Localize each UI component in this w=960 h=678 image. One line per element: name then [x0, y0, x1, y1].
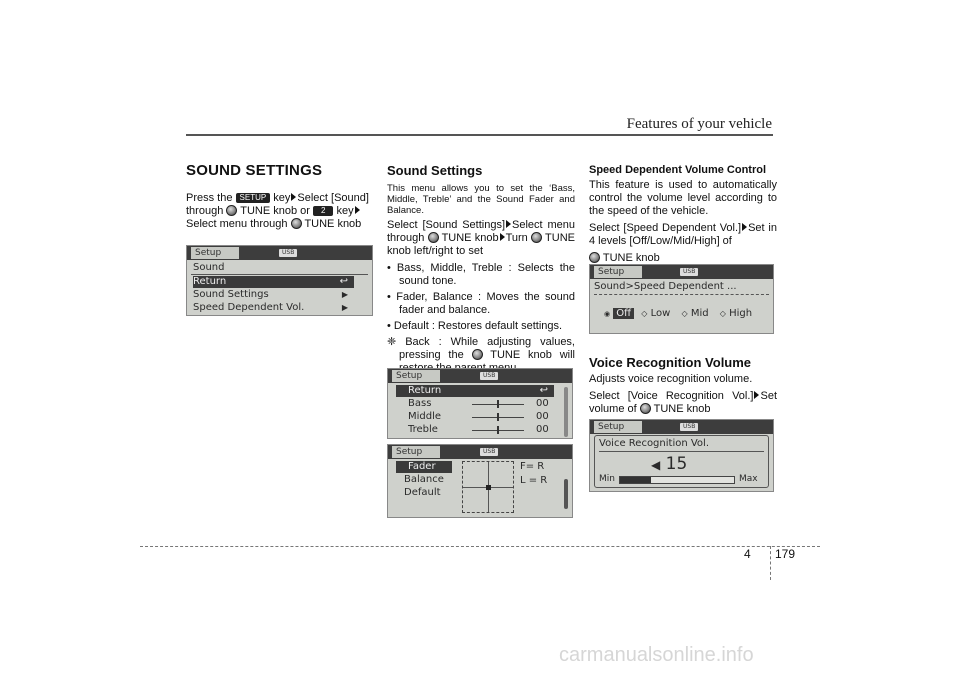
text: through [186, 205, 224, 217]
column-volume-settings [589, 164, 777, 269]
page-number-divider [770, 546, 771, 580]
return-icon: ↩ [539, 385, 548, 396]
text: TUNE knob [653, 403, 711, 415]
menu-item-label: Return [408, 385, 442, 396]
level-options [604, 307, 752, 321]
text: TUNE knob left/right to set [387, 232, 575, 257]
column-sound-settings [186, 164, 374, 235]
screen-top-bar [590, 265, 773, 279]
column-voice-volume [589, 356, 777, 420]
text: Select menu through [186, 218, 288, 230]
menu-item-label: Speed Dependent Vol. [193, 302, 305, 313]
usb-icon: USB [480, 448, 498, 456]
arrow-right-icon [742, 223, 747, 231]
menu-item-sound-settings[interactable] [193, 289, 354, 301]
middle-slider-thumb[interactable] [497, 413, 499, 421]
tune-knob-icon [531, 232, 542, 243]
chevron-right-icon: ▶ [341, 303, 348, 312]
screen-tab: Setup [594, 266, 642, 278]
heading-voice-recognition-volume: Voice Recognition Volume [589, 355, 752, 370]
bass-slider-thumb[interactable] [497, 400, 499, 408]
screen-sound-menu [186, 245, 373, 316]
screen-tab: Setup [191, 247, 239, 259]
heading-speed-dependent: Speed Dependent Volume Control [589, 164, 767, 176]
text: Select [Speed Dependent Vol.] [589, 222, 742, 234]
volume-min-label: Min [599, 474, 615, 484]
text: menu through [387, 219, 575, 244]
usb-icon: USB [680, 423, 698, 431]
text: Press the [186, 192, 233, 204]
watermark: carmanualsonline.info [559, 644, 754, 666]
instruction-paragraph [387, 219, 575, 258]
chevron-right-icon: ▶ [341, 290, 348, 299]
radio-icon: ◇ [641, 309, 648, 318]
text: key [336, 205, 354, 217]
screen-title: Voice Recognition Vol. [599, 438, 709, 449]
text: Select [512, 219, 543, 231]
speed-dependent-instruction [589, 222, 777, 265]
scrollbar[interactable] [564, 479, 568, 509]
radio-icon: ◇ [719, 309, 726, 318]
option-mid[interactable]: Mid [690, 308, 709, 319]
volume-readout [651, 454, 687, 475]
scrollbar[interactable] [564, 387, 568, 437]
text: TUNE knob or [240, 205, 310, 217]
fader-value: F= R [520, 461, 545, 472]
volume-bar[interactable] [619, 476, 735, 484]
screen-title: Sound [193, 262, 225, 273]
text: Set in 4 levels [Off/Low/Mid/High] of [589, 222, 777, 247]
bass-value: 00 [536, 398, 549, 409]
preset-2-key-icon: 2 [313, 206, 333, 216]
screen-tab: Setup [594, 421, 642, 433]
text: Select [Sound Settings] [387, 219, 505, 231]
option-high[interactable]: High [729, 308, 753, 319]
page-number: 179 [775, 547, 796, 561]
radio-selected-icon: ◉ [604, 310, 611, 318]
volume-value: 15 [665, 454, 688, 474]
volume-panel [594, 435, 769, 488]
bullet-item: • Default : Restores default settings. [387, 320, 563, 332]
bullet-item: • Fader, Balance : Moves the sound fader and balance. [387, 291, 575, 316]
screen-top-bar [388, 445, 572, 459]
arrow-right-icon [291, 193, 296, 201]
bullet-item: • Bass, Middle, Treble : Selects the sound tone. [387, 262, 575, 287]
treble-value: 00 [536, 424, 549, 435]
header-rule [186, 134, 773, 136]
option-off[interactable]: Off [613, 308, 634, 319]
tune-knob-icon [226, 205, 237, 216]
tune-knob-icon [589, 252, 600, 263]
text: Turn [505, 232, 528, 244]
menu-item-label: Sound Settings [193, 289, 269, 300]
screen-top-bar [388, 369, 572, 383]
menu-item-return[interactable] [396, 385, 554, 397]
screen-tone-settings [387, 368, 573, 439]
tone-label: Middle [408, 411, 442, 422]
usb-icon: USB [680, 268, 698, 276]
tone-label: Treble [408, 424, 438, 435]
arrow-right-icon [355, 206, 360, 214]
tune-knob-icon [291, 218, 302, 229]
footer-rule [140, 546, 820, 547]
screen-tab: Setup [392, 446, 440, 458]
speed-dependent-description: This feature is used to automatically control the volume level according to the speed of the vehicle. [589, 179, 777, 217]
option-low[interactable]: Low [650, 308, 671, 319]
instruction-paragraph [186, 192, 374, 231]
text: Select [Sound] [297, 192, 369, 204]
balance-point[interactable] [486, 485, 491, 490]
arrow-right-icon [506, 220, 511, 228]
text: ❈ Back : While adjusting values, pressing the [387, 336, 575, 361]
screen-speed-dependent [589, 264, 774, 334]
divider [191, 274, 368, 275]
balance-value: L = R [520, 475, 548, 486]
return-icon: ↩ [339, 276, 348, 287]
column-sound-settings-detail [387, 164, 575, 378]
middle-value: 00 [536, 411, 549, 422]
radio-icon: ◇ [681, 309, 688, 318]
screen-voice-recognition-volume [589, 419, 774, 492]
text: Set volume of [589, 390, 777, 415]
usb-icon: USB [279, 249, 297, 257]
divider [599, 451, 764, 452]
menu-item-return[interactable] [193, 276, 354, 288]
voice-volume-instruction [589, 390, 777, 416]
screen-tab: Setup [392, 370, 440, 382]
heading-sound-settings: Sound Settings [387, 163, 483, 178]
treble-slider-thumb[interactable] [497, 426, 499, 434]
screen-title: Sound>Speed Dependent ... [594, 281, 737, 292]
intro-text: This menu allows you to set the ‘Bass, Middle, Treble’ and the Sound Fader and Balance. [387, 183, 575, 216]
menu-item-default[interactable]: Default [404, 487, 441, 498]
arrow-right-icon [500, 233, 505, 241]
tune-knob-icon [428, 232, 439, 243]
menu-item-balance[interactable]: Balance [404, 474, 444, 485]
heading-sound-settings: SOUND SETTINGS [186, 162, 323, 179]
setup-key-icon: SETUP [236, 193, 271, 203]
usb-icon: USB [480, 372, 498, 380]
screen-fader-balance [387, 444, 573, 518]
text: TUNE knob [441, 232, 499, 244]
chapter-number: 4 [744, 547, 751, 561]
text: TUNE knob [304, 218, 362, 230]
menu-item-speed-dependent-vol[interactable] [193, 302, 354, 314]
volume-bar-fill [620, 477, 651, 483]
menu-item-label: Return [193, 276, 227, 287]
tune-knob-icon [640, 403, 651, 414]
volume-max-label: Max [739, 474, 758, 484]
tune-knob-icon [472, 349, 483, 360]
speaker-icon: ◀ [651, 458, 661, 472]
section-title: Features of your vehicle [626, 116, 772, 132]
menu-item-fader[interactable]: Fader [396, 461, 452, 473]
arrow-right-icon [754, 391, 759, 399]
text: key [273, 192, 291, 204]
screen-top-bar [590, 420, 773, 434]
fader-balance-grid[interactable] [462, 461, 514, 513]
tone-label: Bass [408, 398, 432, 409]
text: TUNE knob [602, 252, 660, 264]
divider [594, 294, 769, 295]
text: Select [Voice Recognition Vol.] [589, 390, 754, 402]
screen-top-bar [187, 246, 372, 260]
text: TUNE knob will [490, 349, 576, 361]
voice-volume-description: Adjusts voice recognition volume. [589, 373, 753, 385]
